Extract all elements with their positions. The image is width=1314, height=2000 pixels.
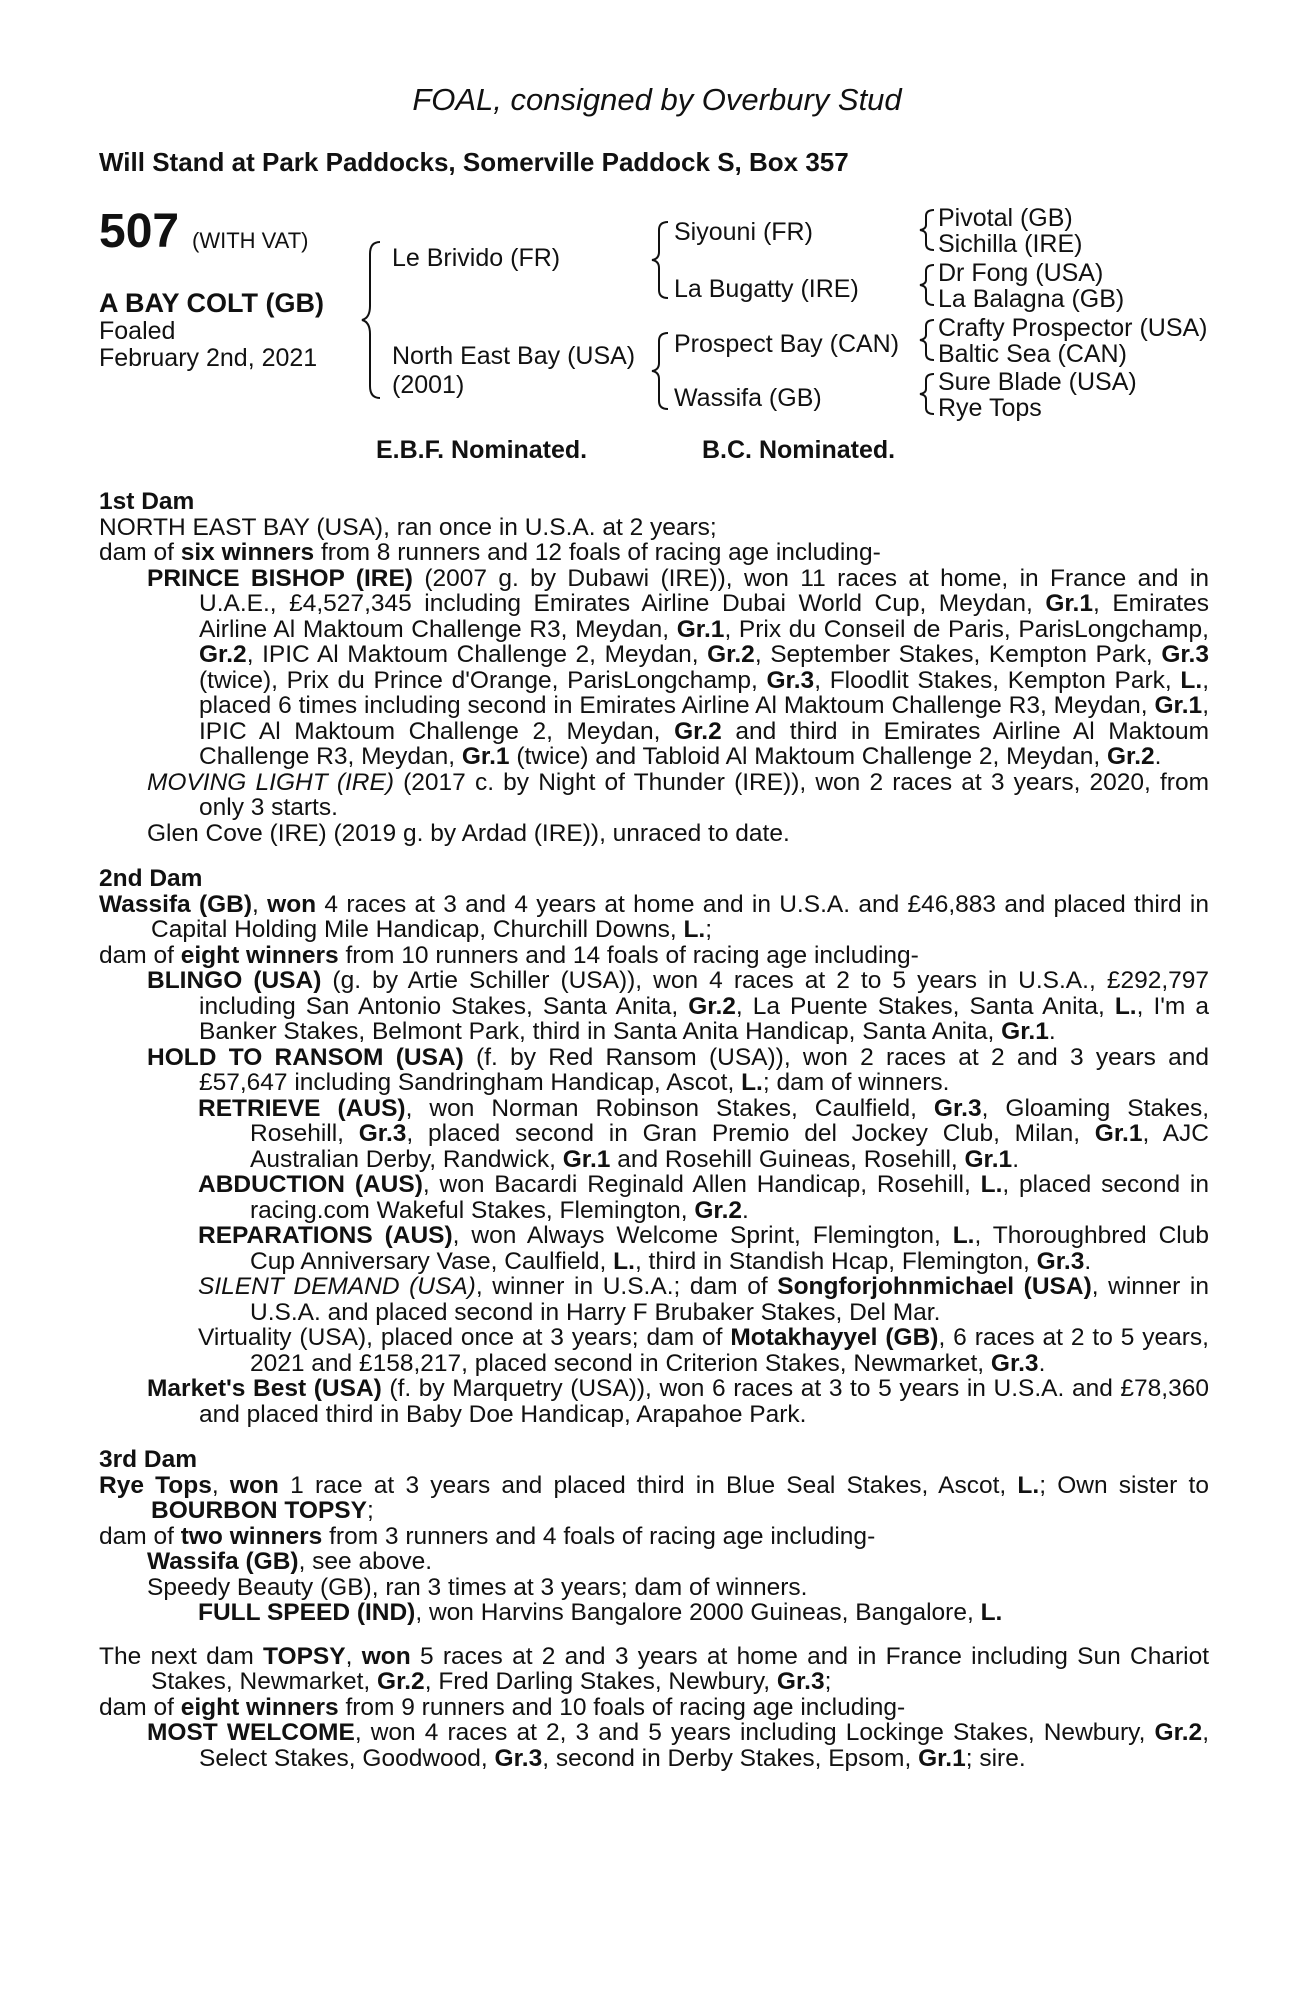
pedigree-sire-dam: La Bugatty (IRE)	[674, 275, 859, 303]
second-dam-heading: 2nd Dam	[99, 865, 203, 892]
sale-title: FOAL, consigned by Overbury Stud	[412, 82, 902, 117]
first-dam-produce-summary: dam of six winners from 8 runners and 12 foals of racing age including-	[99, 539, 881, 566]
pedigree-sire: Le Brivido (FR)	[392, 244, 561, 272]
pedigree-dam: North East Bay (USA)	[392, 342, 636, 370]
vat-label: (WITH VAT)	[192, 228, 309, 253]
pedigree-sire-sire: Siyouni (FR)	[674, 218, 813, 246]
stand-location: Will Stand at Park Paddocks, Somerville Paddock S, Box 357	[99, 147, 849, 177]
produce-silent-demand: SILENT DEMAND (USA), winner in U.S.A.; dam of Songforjohnmichael (USA), winner in U.S.A. and placed second in Harry F Brubaker Stakes, Del Mar.	[198, 1273, 1209, 1326]
produce-most-welcome: MOST WELCOME, won 4 races at 2, 3 and 5 years including Lockinge Stakes, Newbury, Gr.2, Select Stakes, Goodwood, Gr.3, second in Derby Stakes, Epsom, Gr.1; sire.	[147, 1719, 1210, 1772]
pedigree-g3: Dr Fong (USA)	[938, 259, 1104, 287]
pedigree-g7: Sure Blade (USA)	[938, 368, 1137, 396]
produce-wassifa: Wassifa (GB), see above.	[147, 1548, 433, 1575]
next-dam-produce-summary: dam of eight winners from 9 runners and 10 foals of racing age including-	[99, 1693, 906, 1721]
first-dam-intro: NORTH EAST BAY (USA), ran once in U.S.A. at 2 years;	[99, 513, 717, 541]
pedigree-brace-g4	[918, 372, 940, 416]
produce-virtuality: Virtuality (USA), placed once at 3 years; dam of Motakhayyel (GB), 6 races at 2 to 5 years, 2021 and £158,217, placed second in Criterion Stakes, Newmarket, Gr.3.	[198, 1324, 1209, 1377]
next-dam-intro: The next dam TOPSY, won 5 races at 2 and 3 years at home and in France including Sun Chariot Stakes, Newmarket, Gr.2, Fred Darling Stakes, Newbury, Gr.3;	[99, 1642, 1210, 1695]
pedigree-g8: Rye Tops	[938, 394, 1042, 422]
lot-description: A BAY COLT (GB)	[99, 288, 325, 318]
pedigree-brace-g3	[918, 318, 940, 362]
pedigree-g2: Sichilla (IRE)	[938, 230, 1083, 258]
bc-nominated: B.C. Nominated.	[702, 436, 896, 464]
pedigree-dam-sire: Prospect Bay (CAN)	[674, 330, 900, 358]
third-dam-heading: 3rd Dam	[99, 1446, 198, 1473]
pedigree-brace-dam	[650, 331, 676, 411]
foaled-label: Foaled	[99, 317, 176, 345]
produce-reparations: REPARATIONS (AUS), won Always Welcome Sprint, Flemington, L., Thoroughbred Club Cup Anniversary Vase, Caulfield, L., third in Standish Hcap, Flemington, Gr.3.	[198, 1222, 1209, 1275]
produce-markets-best: Market's Best (USA) (f. by Marquetry (USA)), won 6 races at 3 to 5 years in U.S.A. and £78,360 and placed third in Baby Doe Handicap, Arapahoe Park.	[147, 1375, 1209, 1428]
second-dam-intro: Wassifa (GB), won 4 races at 3 and 4 years at home and in U.S.A. and £46,883 and placed third in Capital Holding Mile Handicap, Churchill Downs, L.;	[99, 890, 1209, 943]
pedigree-g4: La Balagna (GB)	[938, 285, 1125, 313]
produce-moving-light: MOVING LIGHT (IRE) (2017 c. by Night of Thunder (IRE)), won 2 races at 3 years, 2020, from only 3 starts.	[147, 768, 1209, 821]
third-dam-intro: Rye Tops, won 1 race at 3 years and placed third in Blue Seal Stakes, Ascot, L.; Own sister to BOURBON TOPSY;	[99, 1471, 1209, 1524]
pedigree-dam-year: (2001)	[392, 371, 465, 399]
pedigree-g6: Baltic Sea (CAN)	[938, 340, 1127, 368]
pedigree-brace-g2	[918, 263, 940, 307]
produce-hold-to-ransom: HOLD TO RANSOM (USA) (f. by Red Ransom (USA)), won 2 races at 2 and 3 years and £57,647 including Sandringham Handicap, Ascot, L.; dam of winners.	[147, 1043, 1209, 1096]
pedigree-dam-dam: Wassifa (GB)	[674, 384, 822, 412]
ebf-nominated: E.B.F. Nominated.	[376, 436, 588, 464]
foaled-date: February 2nd, 2021	[99, 344, 318, 372]
produce-speedy-beauty: Speedy Beauty (GB), ran 3 times at 3 years; dam of winners.	[147, 1573, 808, 1601]
produce-abduction: ABDUCTION (AUS), won Bacardi Reginald Allen Handicap, Rosehill, L., placed second in racing.com Wakeful Stakes, Flemington, Gr.2.	[198, 1171, 1209, 1224]
third-dam-produce-summary: dam of two winners from 3 runners and 4 foals of racing age including-	[99, 1522, 876, 1550]
catalogue-body	[99, 489, 1209, 1771]
pedigree-brace-sire	[650, 220, 676, 300]
first-dam-heading: 1st Dam	[99, 488, 195, 515]
pedigree-g5: Crafty Prospector (USA)	[938, 314, 1208, 342]
produce-prince-bishop: PRINCE BISHOP (IRE) (2007 g. by Dubawi (IRE)), won 11 races at home, in France and in U.A.E., £4,527,345 including Emirates Airline Dubai World Cup, Meydan, Gr.1, Emirates Airline Al Maktoum Challenge R3, Meydan, Gr.1, Prix du Conseil de Paris, ParisLongchamp, Gr.2, IPIC Al Maktoum Challenge 2, Meydan, Gr.2, September Stakes, Kempton Park, Gr.3 (twice), Prix du Prince d'Orange, ParisLongchamp, Gr.3, Floodlit Stakes, Kempton Park, L., placed 6 times including second in Emirates Airline Al Maktoum Challenge R3, Meydan, Gr.1, IPIC Al Maktoum Challenge 2, Meydan, Gr.2 and third in Emirates Airline Al Maktoum Challenge R3, Meydan, Gr.1 (twice) and Tabloid Al Maktoum Challenge 2, Meydan, Gr.2.	[147, 564, 1209, 770]
pedigree-brace-g1	[918, 208, 940, 252]
lot-number: 507	[99, 205, 180, 258]
pedigree-g1: Pivotal (GB)	[938, 204, 1073, 232]
pedigree-brace-main	[360, 240, 390, 400]
produce-glen-cove: Glen Cove (IRE) (2019 g. by Ardad (IRE)), unraced to date.	[147, 819, 790, 847]
produce-retrieve: RETRIEVE (AUS), won Norman Robinson Stakes, Caulfield, Gr.3, Gloaming Stakes, Rosehill, Gr.3, placed second in Gran Premio del Jockey Club, Milan, Gr.1, AJC Australian Derby, Randwick, Gr.1 and Rosehill Guineas, Rosehill, Gr.1.	[198, 1094, 1210, 1173]
second-dam-produce-summary: dam of eight winners from 10 runners and 14 foals of racing age including-	[99, 941, 919, 969]
produce-blingo: BLINGO (USA) (g. by Artie Schiller (USA)), won 4 races at 2 to 5 years in U.S.A., £292,797 including San Antonio Stakes, Santa Anita, Gr.2, La Puente Stakes, Santa Anita, L., I'm a Banker Stakes, Belmont Park, third in Santa Anita Handicap, Santa Anita, Gr.1.	[147, 967, 1209, 1045]
produce-full-speed: FULL SPEED (IND), won Harvins Bangalore 2000 Guineas, Bangalore, L.	[198, 1599, 1003, 1626]
